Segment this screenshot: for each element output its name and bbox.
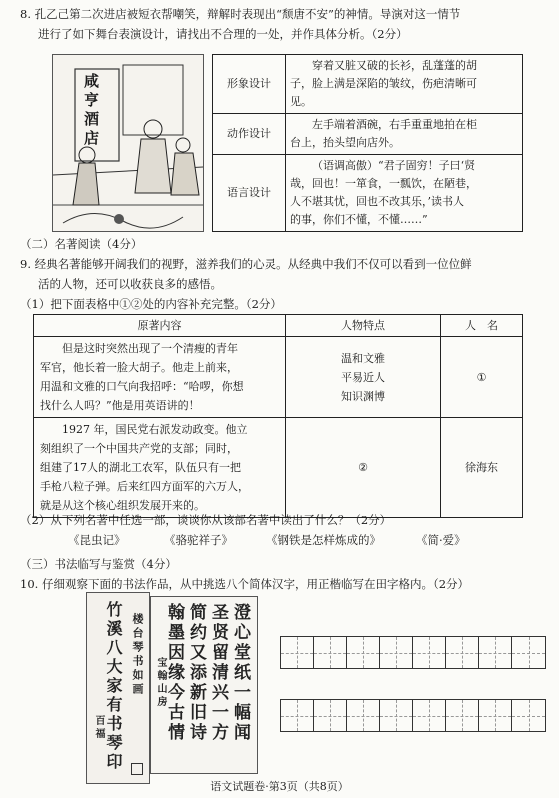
- tianzige-cell[interactable]: [314, 637, 347, 668]
- book-option: 《昆虫记》: [68, 533, 126, 547]
- book-option: 《骆驼祥子》: [164, 533, 233, 547]
- table-row: [213, 55, 523, 114]
- text-line: 用温和文雅的口气向我招呼：“哈啰，你想: [40, 380, 244, 393]
- tianzige-grid-row2[interactable]: [280, 699, 546, 732]
- calligraphy-column: 百福: [93, 715, 104, 741]
- trait: 平易近人: [341, 370, 385, 384]
- tianzige-cell[interactable]: [446, 700, 479, 731]
- table-row: [34, 337, 523, 418]
- row-head: 形象设计: [213, 55, 286, 114]
- calligraphy-scroll-right: [150, 596, 258, 774]
- row-text: 台上，抬头望向店外。: [290, 136, 400, 149]
- name-blank-1[interactable]: ①: [441, 337, 523, 418]
- table-header-row: [34, 315, 523, 337]
- tianzige-cell[interactable]: [479, 700, 512, 731]
- page-footer: 语文试题卷·第3页（共8页）: [210, 780, 349, 793]
- section-heading: （三）书法临写与鉴赏（4分）: [20, 557, 177, 571]
- calligraphy-column: 楼台琴书如画: [131, 613, 144, 697]
- illustration-kong-yiji: [52, 54, 204, 232]
- table-row: [34, 418, 523, 518]
- text-line: 军官，他长着一脸大胡子。他走上前来，: [40, 361, 238, 374]
- column-header: 原著内容: [34, 315, 286, 337]
- column-header: 人 名: [441, 315, 523, 337]
- row-text: （语调高傲）“君子固穷！子曰‘贤: [312, 159, 476, 172]
- sign-text: 咸亨酒店: [82, 73, 100, 149]
- tianzige-cell[interactable]: [314, 700, 347, 731]
- tianzige-cell[interactable]: [413, 700, 446, 731]
- tianzige-cell[interactable]: [347, 700, 380, 731]
- row-content: [286, 55, 523, 114]
- q10-prompt: 10. 仔细观察下面的书法作品，从中挑选八个简体汉字，用正楷临写在田字格内。（2分）: [20, 577, 470, 591]
- source-text: [34, 337, 286, 418]
- text-line: 就是从这个核心组织发展开来的。: [40, 499, 205, 512]
- tianzige-cell[interactable]: [281, 700, 314, 731]
- tianzige-cell[interactable]: [347, 637, 380, 668]
- column-header: 人物特点: [286, 315, 441, 337]
- row-text: 人不堪其忧，回也不改其乐，’读书人: [290, 195, 464, 208]
- tianzige-cell[interactable]: [512, 700, 545, 731]
- tianzige-cell[interactable]: [413, 637, 446, 668]
- q9-table: [33, 314, 523, 518]
- calligraphy-scroll-left: [86, 592, 150, 784]
- q8-prompt-line2: 进行了如下舞台表演设计，请找出不合理的一处，并作具体分析。（2分）: [38, 27, 408, 41]
- calligraphy-column: 澄心堂纸一幅闻: [230, 603, 250, 743]
- section-heading: （二）名著阅读（4分）: [20, 237, 143, 251]
- calligraphy-column: 宝翰山房: [155, 657, 166, 709]
- book-option: 《钢铁是怎样炼成的》: [266, 533, 381, 547]
- q9-sub1: （1）把下面表格中①②处的内容补充完整。（2分）: [20, 297, 282, 311]
- trait: 知识渊博: [341, 389, 385, 403]
- seal-stamp: [131, 763, 143, 775]
- row-head: 语言设计: [213, 155, 286, 232]
- calligraphy-column: 竹溪八大家有书琴印: [104, 601, 123, 772]
- trait-blank-2[interactable]: ②: [286, 418, 441, 518]
- text-line: 1927 年，国民党右派发动政变。他立: [62, 423, 248, 436]
- table-row: [213, 155, 523, 232]
- table-row: [213, 114, 523, 155]
- book-option: 《简·爱》: [416, 533, 466, 547]
- tianzige-grid-row1[interactable]: [280, 636, 546, 669]
- row-text: 子，脸上满是深陷的皱纹，伤疤清晰可: [290, 77, 477, 90]
- name-cell: 徐海东: [441, 418, 523, 518]
- q9-prompt-line1: 9. 经典名著能够开阔我们的视野，滋养我们的心灵。从经典中我们不仅可以看到一位位鲜: [20, 257, 472, 271]
- tianzige-cell[interactable]: [479, 637, 512, 668]
- tianzige-cell[interactable]: [446, 637, 479, 668]
- calligraphy-column: 圣贤留清兴一方: [208, 603, 228, 743]
- tianzige-cell[interactable]: [512, 637, 545, 668]
- text-line: 找什么人吗？”他是用英语讲的！: [40, 399, 200, 412]
- tianzige-cell[interactable]: [281, 637, 314, 668]
- text-line: 刻组织了一个中国共产党的支部；同时，: [40, 442, 238, 455]
- q8-prompt-line1: 8. 孔乙己第二次进店被短衣帮嘲笑，辩解时表现出“颓唐不安”的神情。导演对这一情节: [20, 7, 461, 21]
- tianzige-cell[interactable]: [380, 700, 413, 731]
- q9-prompt-line2: 活的人物，还可以收获良多的感悟。: [38, 277, 222, 291]
- tianzige-cell[interactable]: [380, 637, 413, 668]
- row-text: 穿着又脏又破的长衫，乱蓬蓬的胡: [312, 59, 477, 72]
- row-text: 左手端着酒碗，右手重重地拍在柜: [312, 118, 477, 131]
- source-text: [34, 418, 286, 518]
- row-text: 的事，你们不懂，不懂……”: [290, 213, 428, 226]
- calligraphy-column: 翰墨因缘今古情: [164, 603, 184, 743]
- row-content: [286, 114, 523, 155]
- illustration-drawing: [53, 55, 203, 231]
- text-line: 组建了17人的湖北工农军，队伍只有一把: [40, 461, 241, 474]
- row-text: 见。: [290, 95, 312, 108]
- text-line: 但是这时突然出现了一个清瘦的青年: [62, 342, 238, 355]
- trait: 温和文雅: [341, 351, 385, 365]
- row-text: 哉，回也！一箪食，一瓢饮，在陋巷，: [290, 177, 477, 190]
- trait-cell: [286, 337, 441, 418]
- row-head: 动作设计: [213, 114, 286, 155]
- row-content: [286, 155, 523, 232]
- calligraphy-column: 简约又添新旧诗: [186, 603, 206, 743]
- stage-design-table: [212, 54, 523, 232]
- text-line: 手枪八粒子弹。后来红四方面军的六万人，: [40, 480, 249, 493]
- q9-sub2: （2）从下列名著中任选一部，谈谈你从该部名著中读出了什么？（2分）: [20, 513, 392, 527]
